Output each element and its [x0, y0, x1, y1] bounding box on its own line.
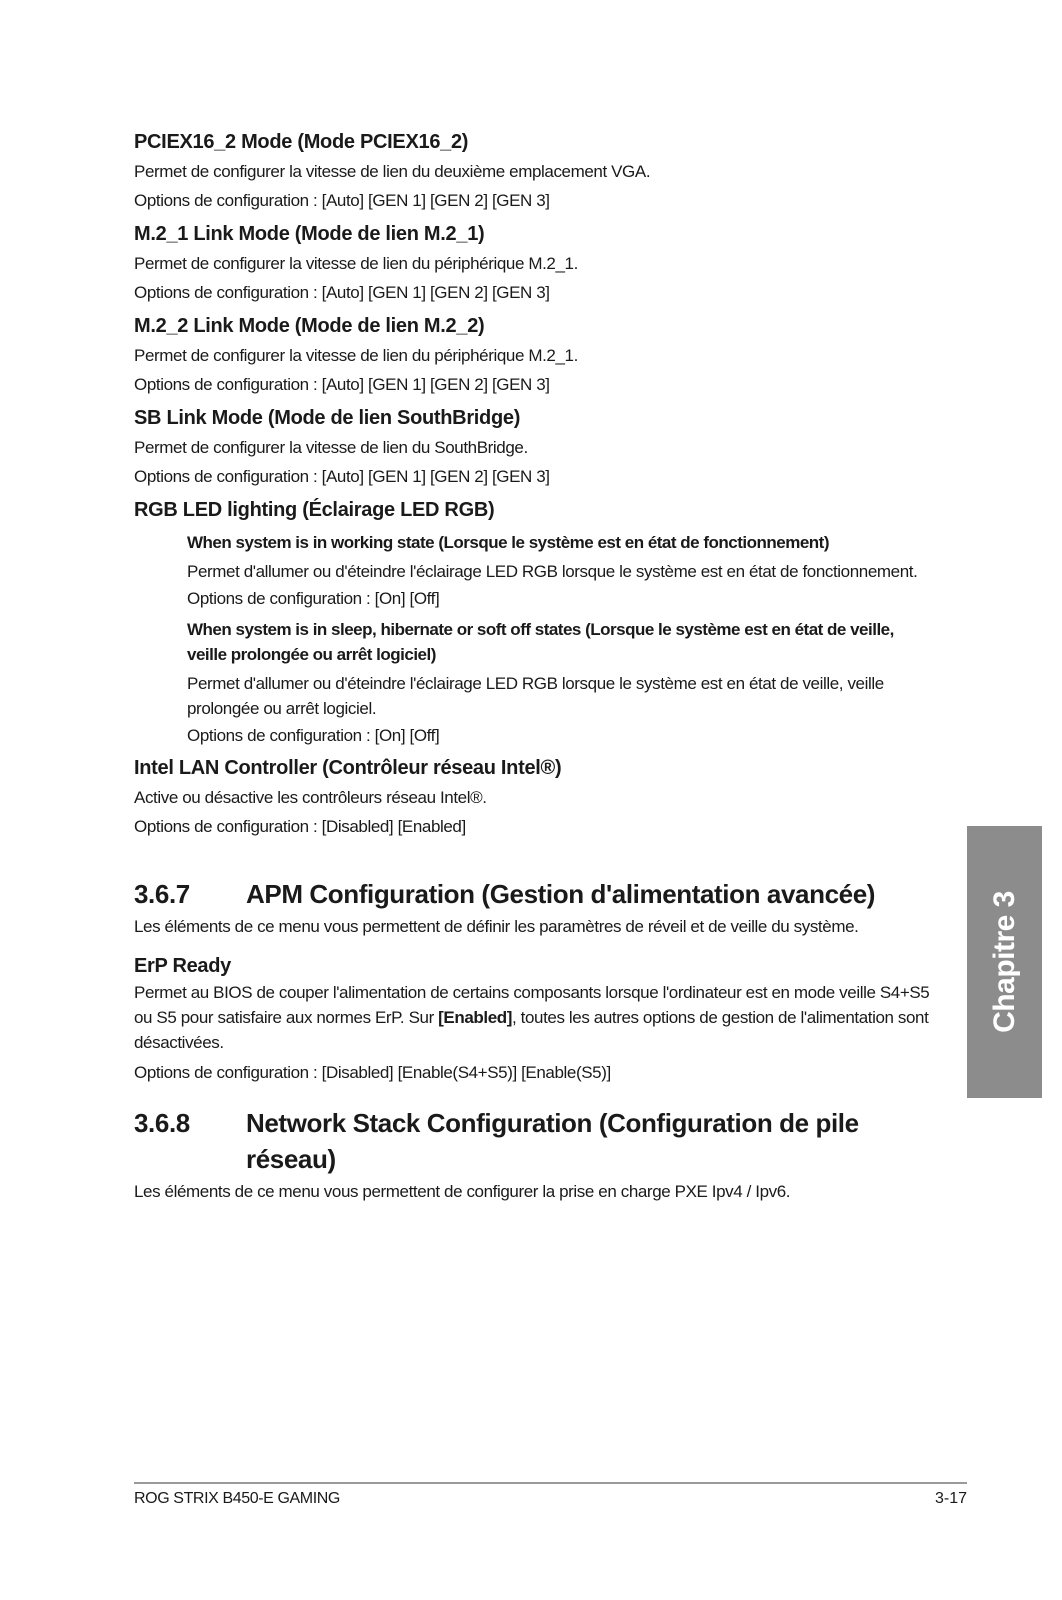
- footer-divider: [134, 1482, 967, 1484]
- section-options: Options de configuration : [Disabled] [Enable(S4+S5)] [Enable(S5)]: [134, 1063, 611, 1082]
- section-erp-ready: [134, 952, 934, 1085]
- section-description: Permet de configurer la vitesse de lien du périphérique M.2_1.: [134, 346, 578, 365]
- subsection-sleep-state: [187, 617, 934, 748]
- section-apm-configuration: [134, 876, 934, 1085]
- section-options: Options de configuration : [Auto] [GEN 1] [GEN 2] [GEN 3]: [134, 375, 550, 394]
- subsection-description: Permet d'allumer ou d'éteindre l'éclairage LED RGB lorsque le système est en état de fonctionnement.: [187, 562, 918, 581]
- section-options: Options de configuration : [Disabled] [Enabled]: [134, 817, 466, 836]
- section-intel-lan-controller: [134, 754, 934, 840]
- section-options: Options de configuration : [Auto] [GEN 1] [GEN 2] [GEN 3]: [134, 283, 550, 302]
- section-title: M.2_2 Link Mode (Mode de lien M.2_2): [134, 315, 485, 337]
- footer-product-name: ROG STRIX B450-E GAMING: [134, 1490, 340, 1507]
- section-description: Permet au BIOS de couper l'alimentation de certains composants lorsque l'ordinateur est en mode veille S4+S5 ou S5 pour satisfaire aux normes ErP. Sur [Enabled], toutes les autres options de gestion de l'alimentation sont désactivées.: [134, 983, 930, 1052]
- section-description: Permet de configurer la vitesse de lien du deuxième emplacement VGA.: [134, 162, 651, 181]
- manual-content: [134, 128, 934, 1205]
- subsection-options: Options de configuration : [On] [Off]: [187, 726, 440, 745]
- section-pciex16-2-mode: [134, 128, 934, 214]
- section-description: Permet de configurer la vitesse de lien du périphérique M.2_1.: [134, 254, 578, 273]
- section-m2-2-link-mode: [134, 312, 934, 398]
- section-title: ErP Ready: [134, 955, 231, 977]
- section-options: Options de configuration : [Auto] [GEN 1] [GEN 2] [GEN 3]: [134, 191, 550, 210]
- heading-lead: Les éléments de ce menu vous permettent de définir les paramètres de réveil et de veille du système.: [134, 917, 859, 936]
- heading-lead: Les éléments de ce menu vous permettent de configurer la prise en charge PXE Ipv4 / Ipv6.: [134, 1182, 791, 1201]
- heading-number: 3.6.8: [134, 1108, 190, 1138]
- chapter-tab-label: Chapitre 3: [987, 891, 1021, 1033]
- section-title: RGB LED lighting (Éclairage LED RGB): [134, 499, 495, 521]
- section-description: Permet de configurer la vitesse de lien du SouthBridge.: [134, 438, 528, 457]
- section-options: Options de configuration : [Auto] [GEN 1] [GEN 2] [GEN 3]: [134, 467, 550, 486]
- footer-page-number: 3-17: [934, 1490, 967, 1507]
- section-m2-1-link-mode: [134, 220, 934, 306]
- section-rgb-led-lighting: [134, 496, 934, 748]
- section-description: Active ou désactive les contrôleurs réseau Intel®.: [134, 788, 487, 807]
- heading-number: 3.6.7: [134, 879, 190, 909]
- section-title: Intel LAN Controller (Contrôleur réseau Intel®): [134, 757, 562, 779]
- section-title: M.2_1 Link Mode (Mode de lien M.2_1): [134, 223, 485, 245]
- heading-title: APM Configuration (Gestion d'alimentation avancée): [246, 879, 876, 909]
- section-sb-link-mode: [134, 404, 934, 490]
- subsection-options: Options de configuration : [On] [Off]: [187, 589, 440, 608]
- chapter-heading: [134, 1105, 934, 1177]
- chapter-tab: [967, 826, 1042, 1098]
- subsection-title: When system is in working state (Lorsque le système est en état de fonctionnement): [187, 533, 829, 552]
- subsection-title: When system is in sleep, hibernate or soft off states (Lorsque le système est en état de veille, veille prolongée ou arrêt logiciel): [187, 620, 894, 664]
- subsection-description: Permet d'allumer ou d'éteindre l'éclairage LED RGB lorsque le système est en état de veille, veille prolongée ou arrêt logiciel.: [187, 674, 884, 718]
- chapter-heading: [134, 876, 934, 912]
- subsection-working-state: [187, 530, 934, 611]
- section-network-stack-configuration: [134, 1105, 934, 1205]
- section-title: PCIEX16_2 Mode (Mode PCIEX16_2): [134, 131, 469, 153]
- heading-title: Network Stack Configuration (Configuration de pile réseau): [246, 1108, 859, 1174]
- section-title: SB Link Mode (Mode de lien SouthBridge): [134, 407, 521, 429]
